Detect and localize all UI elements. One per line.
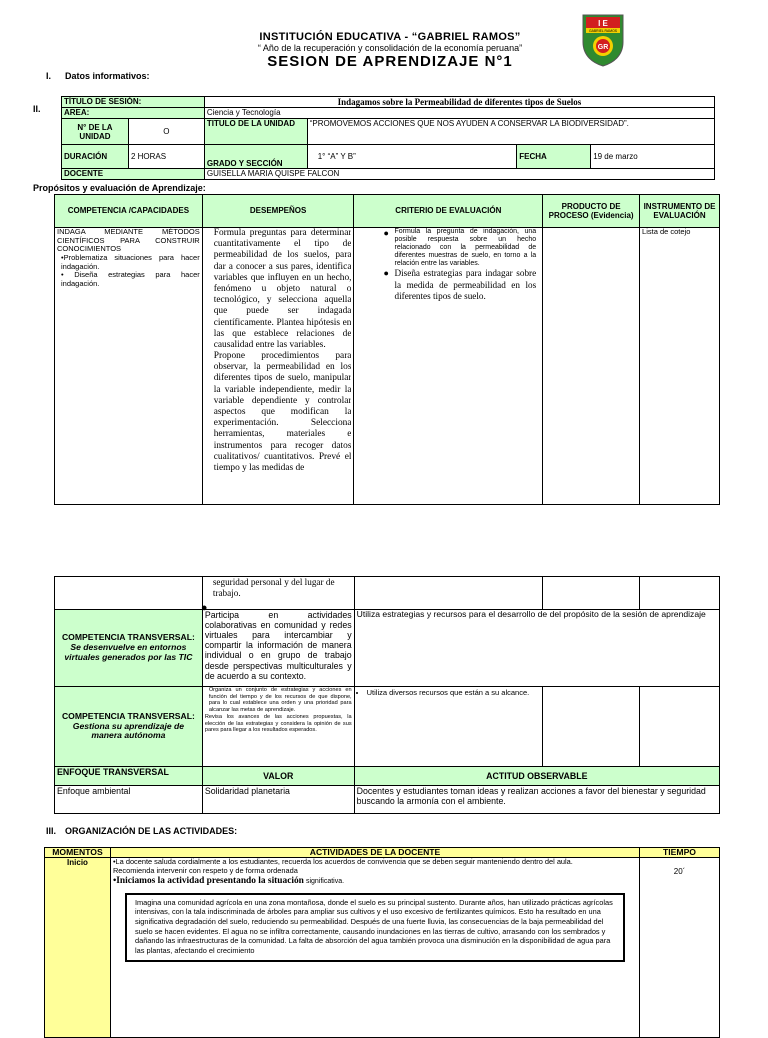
- unit-title-value: “PROMOVEMOS ACCIONES QUE NOS AYUDEN A CONSERVAR LA BIODIVERSIDAD”.: [307, 119, 714, 145]
- header-criterio: CRITERIO DE EVALUACIÓN: [354, 195, 543, 228]
- desempeno-item: • Propone procedimientos para observar, la permeabilidad en los diferentes tipos de suelo, manipular la variable independiente, medir la variable dependiente y controlar aspectos que modifican la experimentación. Selecciona herramientas, materiales e instrumentos para recoger datos cualitativos/ cuantitativos. Prevé el tiempo y las medidas de: [214, 351, 352, 474]
- tic-subtitle: Se desenvuelve en entornos virtuales generados por las TIC: [64, 642, 193, 662]
- date-value: 19 de marzo: [591, 145, 715, 169]
- situacion-box: [125, 893, 625, 962]
- unit-number-label: N° DE LA UNIDAD: [62, 119, 129, 145]
- institution-name: INSTITUCIÓN EDUCATIVA - “GABRIEL RAMOS”: [259, 31, 521, 43]
- activities-table: [44, 847, 720, 1038]
- grade-label: GRADO Y SECCIÓN: [204, 145, 307, 169]
- autonoma-subtitle: Gestiona su aprendizaje de manera autónoma: [72, 720, 185, 741]
- momentos-header: MOMENTOS: [45, 848, 111, 858]
- autonoma-competencia-cell: [55, 687, 203, 767]
- info-table: [61, 96, 715, 180]
- competencia-text: INDAGA MEDIANTE MÉTODOS CIENTÍFICOS PARA CONSTRUIR CONOCIMIENTOS: [57, 227, 200, 254]
- valor-header: VALOR: [202, 767, 354, 786]
- desempeno-continued: seguridad personal y del lugar de trabajo. ●: [202, 577, 354, 610]
- section-2-number: II.: [33, 104, 41, 114]
- autonoma-criterio-cell: [354, 687, 543, 767]
- school-crest-icon: [580, 12, 626, 68]
- enfoque-header: ENFOQUE TRANSVERSAL: [55, 767, 203, 786]
- crest-monogram: GR: [597, 44, 609, 51]
- area-label: AREA:: [62, 108, 205, 119]
- autonoma-title: COMPETENCIA TRANSVERSAL:: [61, 710, 195, 721]
- autonoma-desempenos: Organiza un conjunto de estrategias y acciones en función del tiempo y de los recursos de que dispone, para lo cual establece una orden y una prioridad para alcanzar las metas de aprendizaje. Revisa los avances de las acciones propuestas, la elección de las estrategias y considera la opinión de sus pares para llegar a los resultados esperados.: [202, 687, 354, 767]
- situacion-text: Imagina una comunidad agrícola en una zona montañosa, donde el suelo es su principal sustento. Durante años, han utilizado prácticas agrícolas intensivas, con la tala indiscriminada de árboles para ampliar sus cultivos y el uso excesivo de fertilizantes químicos. Esto ha resultado en una significativa degradación del suelo, reduciendo su permeabilidad. Después de una fuerte lluvia, las consecuencias de la baja permeabilidad del suelo se hacen evidentes. El agua no se infiltra correctamente, causando inundaciones en las tierras de cultivo, arrasando con los sembrados y dañando las infraestructuras de la comunidad. La falta de absorción del agua también provoca una disminución en la disponibilidad de agua para las plantas, afectando el crecimiento: [134, 897, 613, 955]
- situacion-intro: •Iniciamos la actividad presentando la situación: [112, 876, 304, 887]
- capacidad-item: •Problematiza situaciones para hacer indagación.: [61, 252, 200, 271]
- situacion-intro-small: significativa.: [305, 878, 345, 886]
- actitud-value: Docentes y estudiantes toman ideas y realizan acciones a favor del bienestar y seguridad buscando la armonía con el ambiente.: [354, 786, 719, 814]
- tic-desempeno: Participa en actividades colaborativas en comunidad y redes virtuales para intercambiar y compartir la información de manera individual o en grupo de trabajo desde perspectivas multiculturales y de acuerdo a su contexto.: [202, 610, 354, 687]
- activity-line: •La docente saluda cordialmente a los estudiantes, recuerda los acuerdos de convivencia que se deben seguir manteniendo dentro del aula.: [112, 857, 573, 866]
- tiempo-header: TIEMPO: [640, 848, 720, 858]
- area-value: Ciencia y Tecnología: [204, 108, 714, 119]
- year-motto: “ Año de la recuperación y consolidación de la economía peruana”: [257, 43, 523, 53]
- unit-number-value: O: [128, 119, 204, 145]
- tic-criterio: Utiliza estrategias y recursos para el desarrollo de del propósito de la sesión de aprendizaje: [354, 610, 719, 687]
- header-competencia: COMPETENCIA /CAPACIDADES: [55, 195, 203, 228]
- section-3-label: ORGANIZACIÓN DE LAS ACTIVIDADES:: [65, 826, 238, 836]
- header-instrumento: INSTRUMENTO DE EVALUACIÓN: [640, 195, 720, 228]
- actitud-header: ACTITUD OBSERVABLE: [354, 767, 719, 786]
- activity-line: Recomienda intervenir con respeto y de forma ordenada: [112, 865, 298, 875]
- duration-label: DURACIÓN: [62, 145, 129, 169]
- purposes-table: [54, 194, 720, 505]
- purposes-table-continued: [54, 576, 720, 814]
- session-title: SESION DE APRENDIZAJE N°1: [267, 53, 513, 70]
- criterios-cell: [354, 228, 543, 505]
- actividades-header: ACTIVIDADES DE LA DOCENTE: [110, 848, 639, 858]
- section-3-number: III.: [46, 826, 57, 836]
- capacidad-item: • Diseña estrategias para hacer indagación.: [61, 270, 200, 288]
- tic-competencia-cell: [55, 610, 203, 687]
- crest-band-text: GABRIEL RAMOS: [589, 29, 617, 33]
- grade-value: 1° “A” Y B”: [307, 145, 517, 169]
- tiempo-value: 20´: [640, 858, 720, 1038]
- date-label: FECHA: [517, 145, 591, 169]
- actividades-cell: [110, 858, 639, 1038]
- momento-inicio: Inicio: [45, 858, 111, 1038]
- purposes-title: Propósitos y evaluación de Aprendizaje:: [33, 183, 206, 193]
- crest-top-text: I E: [598, 19, 608, 28]
- enfoque-value: Enfoque ambiental: [55, 786, 203, 814]
- teacher-value: GUISELLA MARIA QUISPE FALCON: [204, 169, 714, 180]
- section-1-number: I.: [46, 71, 52, 81]
- instrumento-value: Lista de cotejo: [640, 228, 720, 505]
- valor-value: Solidaridad planetaria: [202, 786, 354, 814]
- criterio-item: ● Diseña estrategias para indagar sobre la medida de permeabilidad en los diferentes tipos de suelo.: [394, 268, 536, 303]
- header-producto: PRODUCTO DE PROCESO (Evidencia): [543, 195, 640, 228]
- session-title-label: TÍTULO DE SESIÓN:: [62, 97, 205, 108]
- session-title-value: Indagamos sobre la Permeabilidad de diferentes tipos de Suelos: [204, 97, 714, 108]
- section-1-label: Datos informativos:: [65, 71, 150, 81]
- competencia-cell: [55, 228, 203, 505]
- unit-title-label: TITULO DE LA UNIDAD: [204, 119, 307, 145]
- teacher-label: DOCENTE: [62, 169, 205, 180]
- header-desempenos: DESEMPEÑOS: [202, 195, 354, 228]
- desempenos-cell: [202, 228, 354, 505]
- desempeno-item: • Formula preguntas para determinar cuantitativamente el tipo de permeabilidad de los suelos, para dar a conocer a sus pares, identifica variables que influyen en un hecho, fenómeno u objeto natural o tecnológico, y selecciona aquella que puede ser indagada científicamente. Plantea hipótesis en las que establece relaciones de causalidad entre las variables.: [214, 228, 352, 351]
- criterio-item: ● Formula la pregunta de indagación, una posible respuesta sobre un hecho relacionado con la permeabilidad de diferentes muestras de suelo, en torno a la relación entre las variables.: [394, 228, 536, 268]
- producto-cell: [543, 228, 640, 505]
- tic-title: COMPETENCIA TRANSVERSAL:: [61, 632, 195, 643]
- duration-value: 2 HORAS: [128, 145, 204, 169]
- autonoma-criterio: • Utiliza diversos recursos que están a su alcance.: [367, 689, 541, 698]
